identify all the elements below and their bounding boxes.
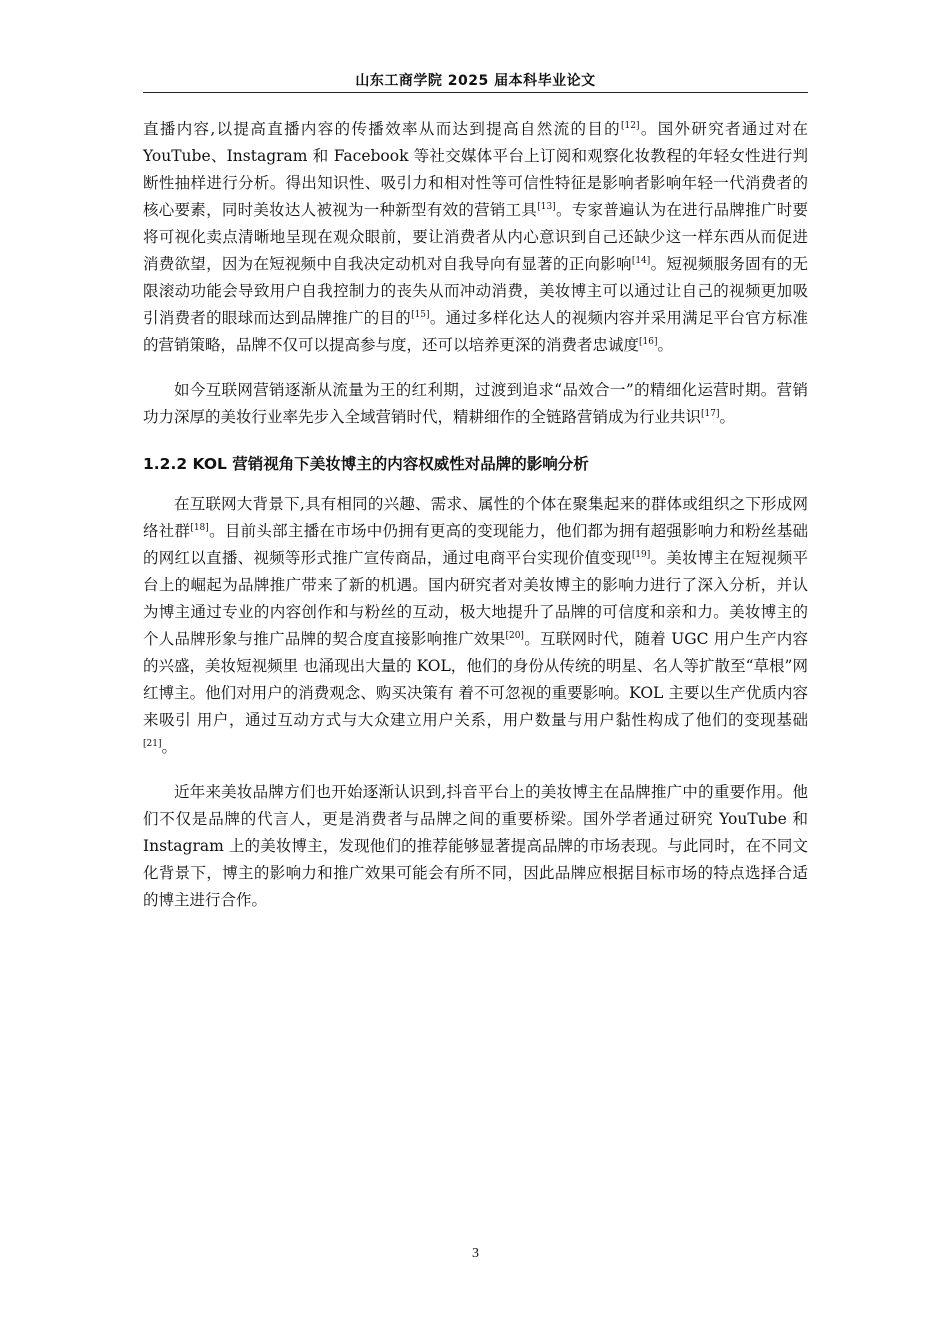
paragraph-3 [143,491,808,761]
paragraph-1-text-1: 直播内容,以提高直播内容的传播效率从而达到提高自然流的目的 [143,120,622,138]
paragraph-1-text-2: 。国外研究者通过对在 YouTube、Instagram 和 Facebook 等社交媒体平台上订阅和观察化妆教程的年轻女性进行判断性抽样进行分析。得出知识性、吸引力和相对性等可信性特征是影响者影响年轻一代消费者的核心要素，同时美妆达人被视为一种新型有效的营销工具 [143,120,808,219]
paragraph-2-text-2: 。 [719,408,736,426]
running-header: 山东工商学院 2025 届本科毕业论文 [355,73,596,89]
citation-21: [21] [143,739,162,749]
citation-19: [19] [631,550,651,560]
paragraph-3-text-3: 。美妆博主在短视频平台上的崛起为品牌推广带来了新的机遇。国内研究者对美妆博主的影响力进行了深入分析，并认为博主通过专业的内容创作和与粉丝的互动，极大地提升了品牌的可信度和亲和力。美妆博主的个人品牌形象与推广品牌的契合度直接影响推广效果 [143,549,808,648]
citation-16: [16] [639,337,658,347]
citation-18: [18] [190,523,209,533]
body-text [143,116,808,914]
citation-12: [12] [621,121,640,131]
page-number: 3 [472,1246,479,1261]
paragraph-1-text-4: 。短视频服务固有的无限滚动功能会导致用户自我控制力的丧失从而冲动消费，美妆博主可以通过让自己的视频更加吸引消费者的眼球而达到品牌推广的目的 [143,255,808,327]
paragraph-2 [143,377,808,431]
paragraph-4 [143,779,808,914]
paragraph-1 [143,116,808,359]
paragraph-3-text-2: 。目前头部主播在市场中仍拥有更高的变现能力，他们都为拥有超强影响力和粉丝基础的网红以直播、视频等形式推广宣传商品，通过电商平台实现价值变现 [143,522,808,567]
citation-20: [20] [505,631,524,641]
paragraph-1-text-3: 。专家普遍认为在进行品牌推广时要将可视化卖点清晰地呈现在观众眼前，要让消费者从内心意识到自己还缺少这一样东西从而促进消费欲望，因为在短视频中自我决定动机对自我导向有显著的正向影响 [143,201,808,273]
citation-13: [13] [537,202,556,212]
paragraph-1-text-6: 。 [657,336,674,354]
citation-17: [17] [701,409,720,419]
paragraph-2-text-1: 如今互联网营销逐渐从流量为王的红利期，过渡到追求“品效合一”的精细化运营时期。营销功力深厚的美妆行业率先步入全域营销时代，精耕细作的全链路营销成为行业共识 [143,381,808,426]
header-divider [143,92,808,93]
paragraph-3-text-5: 。 [161,738,177,756]
paragraph-3-text-4: 。互联网时代，随着 UGC 用户生产内容的兴盛，美妆短视频里 也涌现出大量的 KOL，他们的身份从传统的明星、名人等扩散至“草根”网红博主。他们对用户的消费观念、购买决策有 着不可忽视的重要影响。KOL 主要以生产优质内容来吸引 用户，通过互动方式与大众建立用户关系，用户数量与用户黏性构成了他们的变现基础 [143,630,808,729]
paragraph-1-text-5: 。通过多样化达人的视频内容并采用满足平台官方标准的营销策略，品牌不仅可以提高参与度，还可以培养更深的消费者忠诚度 [143,309,808,354]
paragraph-4-text-1: 近年来美妆品牌方们也开始逐渐认识到,抖音平台上的美妆博主在品牌推广中的重要作用。他们不仅是品牌的代言人，更是消费者与品牌之间的重要桥梁。国外学者通过研究 YouTube 和 Instagram 上的美妆博主，发现他们的推荐能够显著提高品牌的市场表现。与此同时，在不同文化背景下，博主的影响力和推广效果可能会有所不同，因此品牌应根据目标市场的特点选择合适的博主进行合作。 [143,783,808,909]
paragraph-3-text-1: 在互联网大背景下,具有相同的兴趣、需求、属性的个体在聚集起来的群体或组织之下形成网络社群 [143,495,808,540]
section-heading: 1.2.2 KOL 营销视角下美妆博主的内容权威性对品牌的影响分析 [143,455,589,473]
citation-14: [14] [631,256,651,266]
citation-15: [15] [411,310,430,320]
